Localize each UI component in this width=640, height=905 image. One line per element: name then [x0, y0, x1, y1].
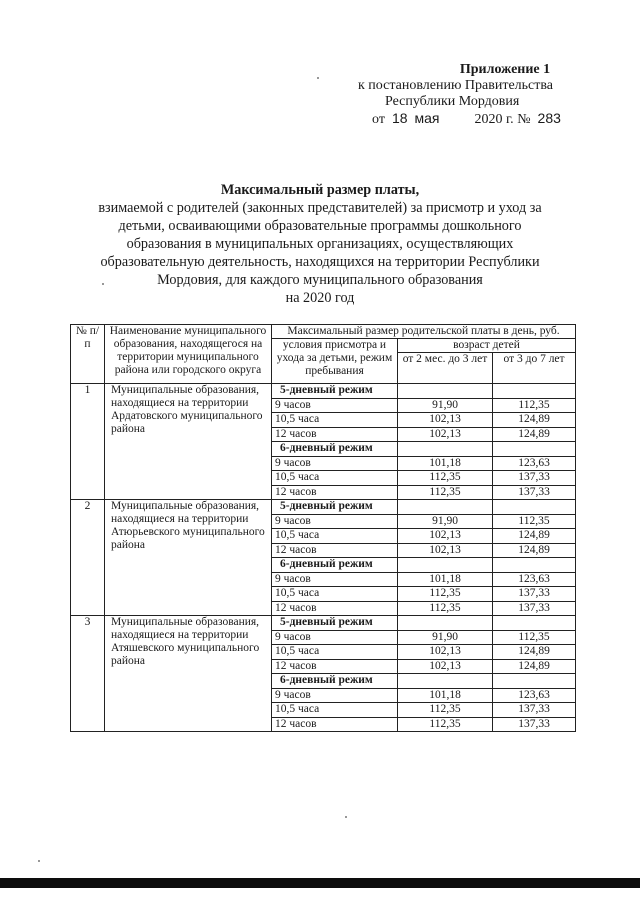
condition-cell: 9 часов	[272, 456, 398, 471]
date-year: 2020 г.	[474, 112, 514, 127]
decree-number: 283	[537, 110, 561, 126]
empty-cell	[398, 442, 493, 457]
mode-label: 6-дневный режим	[272, 674, 398, 689]
fee-age-2m-3y: 102,13	[398, 427, 493, 442]
fee-age-2m-3y: 91,90	[398, 630, 493, 645]
row-number: 3	[71, 616, 105, 732]
header-max-fee: Максимальный размер родительской платы в день, руб.	[272, 325, 576, 339]
appendix-title: Приложение 1	[459, 62, 551, 77]
empty-cell	[493, 500, 576, 515]
fee-age-3y-7y: 137,33	[493, 717, 576, 732]
title-heading: Максимальный размер платы,	[220, 182, 420, 198]
header-num: № п/п	[71, 325, 105, 384]
fee-age-2m-3y: 102,13	[398, 543, 493, 558]
fee-age-2m-3y: 102,13	[398, 413, 493, 428]
header-age-2m-3y: от 2 мес. до 3 лет	[398, 353, 493, 384]
empty-cell	[398, 558, 493, 573]
fee-age-3y-7y: 137,33	[493, 703, 576, 718]
number-label: №	[517, 112, 531, 127]
fee-age-2m-3y: 102,13	[398, 529, 493, 544]
scan-speck	[317, 77, 319, 79]
empty-cell	[398, 500, 493, 515]
condition-cell: 10,5 часа	[272, 471, 398, 486]
fee-age-3y-7y: 137,33	[493, 485, 576, 500]
fee-age-2m-3y: 112,35	[398, 587, 493, 602]
fee-age-2m-3y: 101,18	[398, 572, 493, 587]
mode-label: 5-дневный режим	[272, 384, 398, 399]
document-title	[70, 181, 570, 307]
header-municipality: Наименование муниципального образования, находящегося на территории муниципального района или городского округа	[105, 325, 272, 384]
fee-age-3y-7y: 124,89	[493, 529, 576, 544]
fee-age-3y-7y: 124,89	[493, 413, 576, 428]
mode-label: 5-дневный режим	[272, 500, 398, 515]
condition-cell: 9 часов	[272, 514, 398, 529]
appendix-block	[350, 62, 590, 128]
condition-cell: 12 часов	[272, 485, 398, 500]
fee-age-2m-3y: 102,13	[398, 645, 493, 660]
scan-speck	[38, 860, 40, 862]
mode-label: 6-дневный режим	[272, 558, 398, 573]
fee-age-3y-7y: 123,63	[493, 456, 576, 471]
scan-bottom-edge	[0, 878, 640, 888]
fee-age-3y-7y: 137,33	[493, 601, 576, 616]
empty-cell	[493, 674, 576, 689]
fee-age-3y-7y: 112,35	[493, 630, 576, 645]
fee-age-2m-3y: 91,90	[398, 514, 493, 529]
mode-label: 5-дневный режим	[272, 616, 398, 631]
fee-age-2m-3y: 102,13	[398, 659, 493, 674]
empty-cell	[493, 616, 576, 631]
fee-age-3y-7y: 112,35	[493, 514, 576, 529]
fee-age-2m-3y: 91,90	[398, 398, 493, 413]
fee-age-2m-3y: 112,35	[398, 471, 493, 486]
title-line-1: взимаемой с родителей (законных представителей) за присмотр и уход за	[98, 200, 542, 216]
empty-cell	[398, 674, 493, 689]
fee-age-2m-3y: 112,35	[398, 703, 493, 718]
condition-cell: 12 часов	[272, 543, 398, 558]
empty-cell	[493, 558, 576, 573]
table-row	[71, 384, 576, 399]
fee-age-3y-7y: 124,89	[493, 427, 576, 442]
table-row	[71, 500, 576, 515]
fee-age-2m-3y: 112,35	[398, 485, 493, 500]
empty-cell	[493, 384, 576, 399]
fee-age-3y-7y: 124,89	[493, 645, 576, 660]
condition-cell: 12 часов	[272, 717, 398, 732]
condition-cell: 9 часов	[272, 688, 398, 703]
fee-age-3y-7y: 124,89	[493, 659, 576, 674]
municipality-name: Муниципальные образования, находящиеся на территории Ардатовского муниципального района	[105, 384, 272, 500]
title-line-6: на 2020 год	[285, 290, 355, 306]
row-number: 1	[71, 384, 105, 500]
condition-cell: 10,5 часа	[272, 587, 398, 602]
condition-cell: 9 часов	[272, 398, 398, 413]
condition-cell: 10,5 часа	[272, 529, 398, 544]
fee-age-3y-7y: 123,63	[493, 572, 576, 587]
fee-age-2m-3y: 112,35	[398, 601, 493, 616]
date-month: мая	[414, 110, 440, 126]
scan-speck	[102, 283, 104, 285]
municipality-name: Муниципальные образования, находящиеся на территории Атяшевского муниципального района	[105, 616, 272, 732]
empty-cell	[493, 442, 576, 457]
table-row	[71, 616, 576, 631]
condition-cell: 12 часов	[272, 427, 398, 442]
header-conditions: условия присмотра и ухода за детьми, режим пребывания	[272, 339, 398, 384]
header-age: возраст детей	[398, 339, 576, 353]
condition-cell: 9 часов	[272, 630, 398, 645]
appendix-decree-line: к постановлению Правительства	[358, 78, 554, 93]
fee-age-3y-7y: 124,89	[493, 543, 576, 558]
title-line-4: образовательную деятельность, находящихся на территории Республики	[100, 254, 540, 270]
header-age-3y-7y: от 3 до 7 лет	[493, 353, 576, 384]
fee-table	[70, 324, 576, 732]
date-day: 18	[391, 110, 408, 126]
fee-age-2m-3y: 101,18	[398, 456, 493, 471]
appendix-republic-line: Республики Мордовия	[385, 94, 520, 109]
condition-cell: 9 часов	[272, 572, 398, 587]
condition-cell: 10,5 часа	[272, 703, 398, 718]
empty-cell	[398, 384, 493, 399]
scan-speck	[345, 816, 347, 818]
row-number: 2	[71, 500, 105, 616]
fee-age-3y-7y: 137,33	[493, 471, 576, 486]
appendix-date-line	[350, 110, 590, 128]
fee-age-3y-7y: 112,35	[493, 398, 576, 413]
empty-cell	[398, 616, 493, 631]
title-line-2: детьми, осваивающими образовательные программы дошкольного	[118, 218, 522, 234]
condition-cell: 10,5 часа	[272, 413, 398, 428]
fee-age-2m-3y: 112,35	[398, 717, 493, 732]
condition-cell: 12 часов	[272, 659, 398, 674]
condition-cell: 10,5 часа	[272, 645, 398, 660]
condition-cell: 12 часов	[272, 601, 398, 616]
title-line-3: образования в муниципальных организациях, осуществляющих	[126, 236, 514, 252]
mode-label: 6-дневный режим	[272, 442, 398, 457]
fee-age-3y-7y: 137,33	[493, 587, 576, 602]
fee-age-3y-7y: 123,63	[493, 688, 576, 703]
fee-age-2m-3y: 101,18	[398, 688, 493, 703]
title-line-5: Мордовия, для каждого муниципального образования	[157, 272, 483, 288]
date-from-label: от	[372, 112, 385, 127]
municipality-name: Муниципальные образования, находящиеся на территории Атюрьевского муниципального района	[105, 500, 272, 616]
